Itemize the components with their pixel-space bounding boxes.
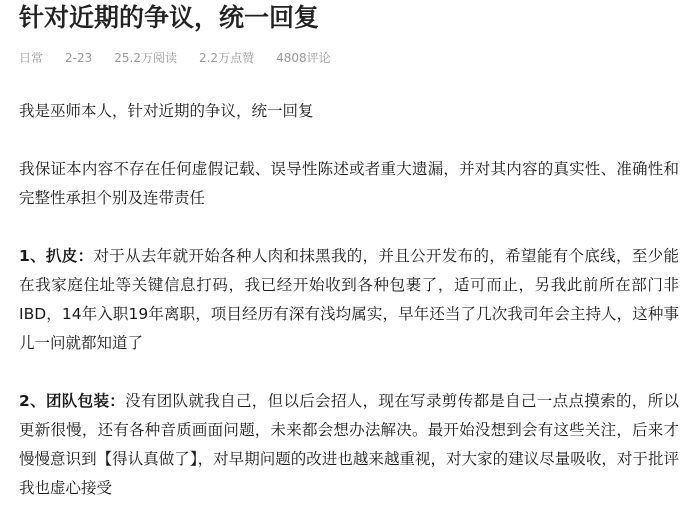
article-body [19, 97, 679, 532]
paragraph-team-heading: 2、团队包装： [19, 392, 126, 410]
paragraph-doxxing [19, 242, 679, 358]
paragraph-doxxing-text: 对于从去年就开始各种人肉和抹黑我的，并且公开发布的，希望能有个底线，至少能在我家庭住址等关键信息打码，我已经开始收到各种包裹了，适可而止，另我此前所在部门非IBD，14年入职19年离职，项目经历有深有浅均属实，早年还当了几次我司年会主持人，这种事儿一问就都知道了 [19, 247, 679, 352]
category-label[interactable]: 日常 [19, 51, 44, 65]
comment-count[interactable]: 4808评论 [276, 51, 331, 65]
article-title: 针对近期的争议，统一回复 [19, 3, 320, 32]
article-meta [19, 50, 331, 66]
like-count[interactable]: 2.2万点赞 [198, 51, 255, 65]
read-count: 25.2万阅读 [114, 51, 177, 65]
paragraph-guarantee: 我保证本内容不存在任何虚假记载、误导性陈述或者重大遗漏，并对其内容的真实性、准确性和完整性承担个别及连带责任 [19, 160, 679, 207]
paragraph-doxxing-heading: 1、扒皮： [19, 247, 94, 265]
paragraph-team [19, 387, 679, 503]
paragraph-intro: 我是巫师本人，针对近期的争议，统一回复 [19, 102, 314, 120]
paragraph-team-text: 没有团队就我自己，但以后会招人，现在写录剪传都是自己一点点摸索的，所以更新很慢，还有各种音质画面问题，未来都会想办法解决。最开始没想到会有这些关注，后来才慢慢意识到【得认真做了】，对早期问题的改进也越来越重视，对大家的建议尽量吸收，对于批评我也虚心接受 [19, 392, 679, 497]
publish-date: 2-23 [65, 51, 93, 65]
